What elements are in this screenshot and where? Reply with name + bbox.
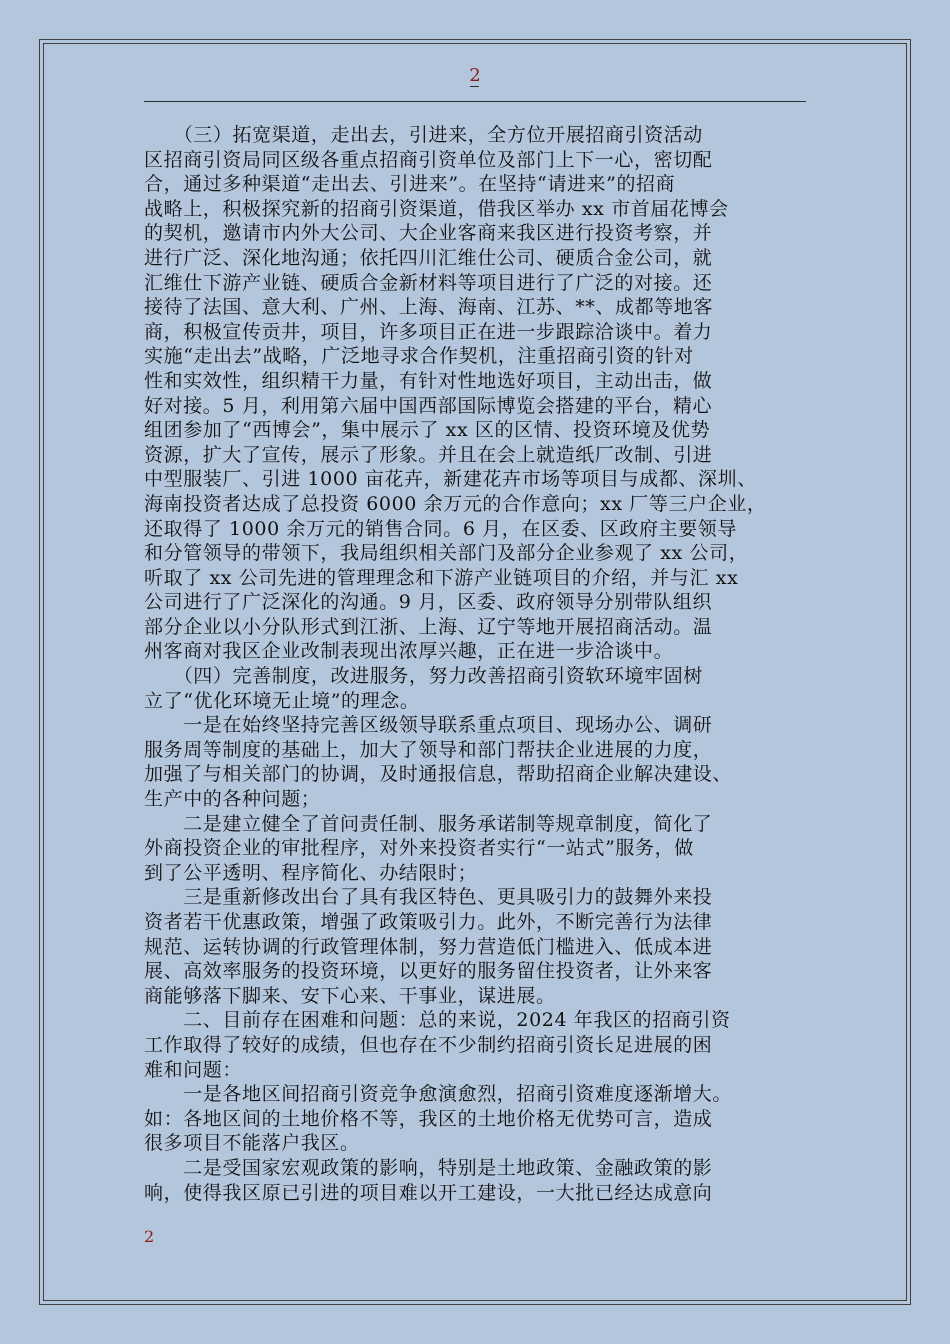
- text-line: 加强了与相关部门的协调，及时通报信息，帮助招商企业解决建设、: [144, 763, 733, 786]
- text-line: 一是各地区间招商引资竞争愈演愈烈，招商引资难度逐渐增大。: [144, 1083, 733, 1106]
- text-line: 和分管领导的带领下，我局组织相关部门及部分企业参观了 xx 公司，: [144, 542, 749, 565]
- text-line: 好对接。5 月，利用第六届中国西部国际博览会搭建的平台，精心: [144, 394, 713, 417]
- text-line: 工作取得了较好的成绩，但也存在不少制约招商引资长足进展的困: [144, 1033, 713, 1056]
- text-line: 二是受国家宏观政策的影响，特别是土地政策、金融政策的影: [144, 1156, 713, 1179]
- text-line: （四）完善制度，改进服务，努力改善招商引资软环境牢固树: [144, 665, 703, 688]
- text-line: 服务周等制度的基础上，加大了领导和部门帮扶企业进展的力度，: [144, 738, 713, 761]
- text-line: （三）拓宽渠道，走出去，引进来，全方位开展招商引资活动: [144, 124, 703, 146]
- header-underline: [470, 86, 479, 87]
- header-rule: [144, 101, 806, 102]
- text-line: 生产中的各种问题；: [144, 788, 321, 811]
- text-line: 汇维仕下游产业链、硬质合金新材料等项目进行了广泛的对接。还: [144, 271, 713, 294]
- footer-page-number: 2: [144, 1227, 155, 1246]
- text-line: 商，积极宣传贡井，项目，许多项目正在进一步跟踪洽谈中。着力: [144, 320, 713, 343]
- text-line: 外商投资企业的审批程序，对外来投资者实行“一站式”服务，做: [144, 837, 694, 860]
- text-line: 州客商对我区企业改制表现出浓厚兴趣，正在进一步洽谈中。: [144, 640, 674, 663]
- text-line: 三是重新修改出台了具有我区特色、更具吸引力的鼓舞外来投: [144, 886, 713, 909]
- text-line: 部分企业以小分队形式到江浙、上海、辽宁等地开展招商活动。温: [144, 615, 713, 638]
- text-line: 二、目前存在困难和问题：总的来说，2024 年我区的招商引资: [144, 1009, 731, 1032]
- text-line: 资者若干优惠政策，增强了政策吸引力。此外，不断完善行为法律: [144, 911, 713, 933]
- text-line: 接待了法国、意大利、广州、上海、海南、江苏、**、成都等地客: [144, 296, 714, 319]
- text-line: 组团参加了“西博会”，集中展示了 xx 区的区情、投资环境及优势: [144, 419, 711, 442]
- text-line: 到了公平透明、程序简化、办结限时；: [144, 861, 478, 884]
- text-line: 战略上，积极探究新的招商引资渠道，借我区举办 xx 市首届花博会: [144, 197, 729, 220]
- text-line: 公司进行了广泛深化的沟通。9 月，区委、政府领导分别带队组织: [144, 591, 713, 614]
- text-line: 海南投资者达成了总投资 6000 余万元的合作意向；xx 厂等三户企业，: [144, 492, 767, 515]
- text-line: 如：各地区间的土地价格不等，我区的土地价格无优势可言，造成: [144, 1107, 713, 1130]
- text-line: 中型服装厂、引进 1000 亩花卉，新建花卉市场等项目与成都、深圳、: [144, 468, 757, 491]
- text-line: 还取得了 1000 余万元的销售合同。6 月，在区委、区政府主要领导: [144, 517, 737, 540]
- text-line: 资源，扩大了宣传，展示了形象。并且在会上就造纸厂改制、引进: [144, 443, 713, 466]
- text-line: 规范、运转协调的行政管理体制，努力营造低门槛进入、低成本进: [144, 935, 713, 958]
- text-line: 难和问题：: [144, 1058, 243, 1081]
- text-line: 响，使得我区原已引进的项目难以开工建设，一大批已经达成意向: [144, 1181, 713, 1204]
- text-line: 合，通过多种渠道“走出去、引进来”。在坚持“请进来”的招商: [144, 173, 676, 196]
- text-line: 二是建立健全了首问责任制、服务承诺制等规章制度，简化了: [144, 812, 713, 835]
- text-line: 的契机，邀请市内外大公司、大企业客商来我区进行投资考察，并: [144, 222, 713, 245]
- body-text: [144, 123, 822, 1205]
- text-line: 商能够落下脚来、安下心来、干事业，谋进展。: [144, 984, 556, 1007]
- text-line: 性和实效性，组织精干力量，有针对性地选好项目，主动出击，做: [144, 369, 713, 392]
- text-line: 实施“走出去”战略，广泛地寻求合作契机，注重招商引资的针对: [144, 345, 694, 368]
- text-line: 听取了 xx 公司先进的管理理念和下游产业链项目的介绍，并与汇 xx: [144, 566, 739, 589]
- text-line: 进行广泛、深化地沟通；依托四川汇维仕公司、硬质合金公司，就: [144, 246, 713, 269]
- text-line: 展、高效率服务的投资环境，以更好的服务留住投资者，让外来客: [144, 960, 713, 983]
- text-line: 区招商引资局同区级各重点招商引资单位及部门上下一心，密切配: [144, 148, 713, 171]
- text-line: 很多项目不能落户我区。: [144, 1132, 360, 1155]
- text-line: 立了“优化环境无止境”的理念。: [144, 689, 420, 712]
- text-line: 一是在始终坚持完善区级领导联系重点项目、现场办公、调研: [144, 714, 713, 737]
- header-page-number: 2: [469, 65, 481, 86]
